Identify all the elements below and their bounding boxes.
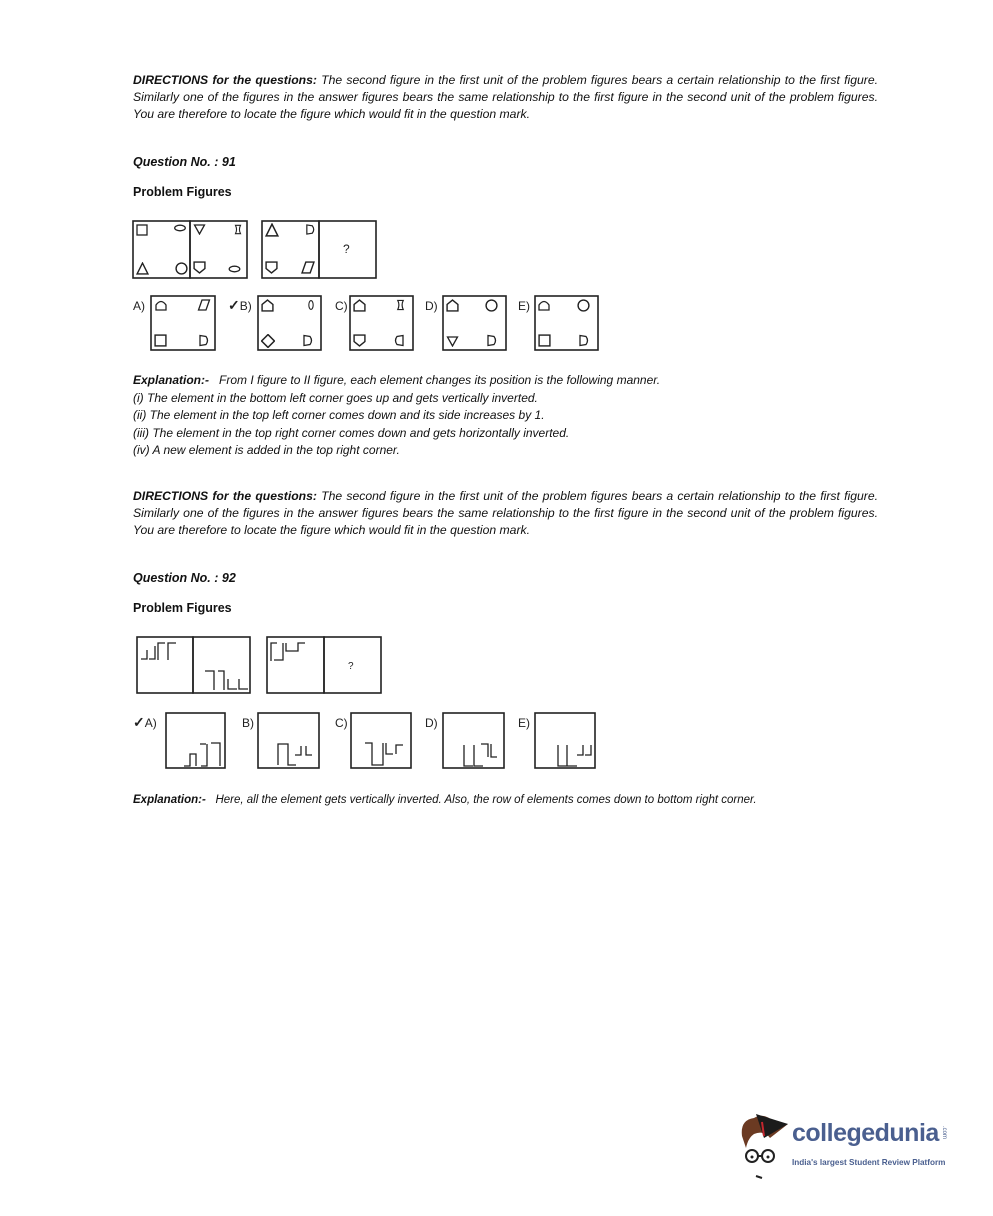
option-label: E) <box>518 716 530 730</box>
explanation-line: (iv) A new element is added in the top right corner. <box>133 443 400 457</box>
explanation-label: Explanation:- <box>133 373 210 387</box>
q92-problem-unit-1 <box>137 637 250 693</box>
logo-brand: collegedunia <box>792 1119 939 1147</box>
explanation-line: (i) The element in the bottom left corner goes up and gets vertically inverted. <box>133 390 538 405</box>
q91-problem-figures-heading: Problem Figures <box>133 185 232 199</box>
option-label: D) <box>425 716 438 730</box>
q92-option-b[interactable] <box>242 713 319 768</box>
q92-number: Question No. : 92 <box>133 571 236 585</box>
option-label: E) <box>518 299 530 313</box>
explanation-label: Explanation:- <box>133 794 206 806</box>
q92-option-d[interactable] <box>425 713 504 768</box>
mascot-icon <box>734 1108 792 1183</box>
correct-check-icon: ✓ <box>228 297 240 313</box>
question-mark: ? <box>343 242 350 256</box>
logo-tagline: India's largest Student Review Platform <box>792 1158 946 1167</box>
explanation-text: Here, all the element gets vertically inverted. Also, the row of elements comes down to bottom right corner. <box>215 794 757 806</box>
directions-label: DIRECTIONS for the questions: <box>133 489 317 503</box>
q92-option-c[interactable] <box>335 713 411 768</box>
q91-option-b[interactable] <box>228 296 321 350</box>
q92-option-e[interactable] <box>518 713 595 768</box>
q92-option-a[interactable] <box>133 713 225 768</box>
explanation-line: From I figure to II figure, each element changes its position is the following manner. <box>219 373 661 387</box>
option-label-with-check <box>133 714 157 730</box>
option-label-with-check <box>228 297 252 313</box>
correct-check-icon: ✓ <box>133 714 145 730</box>
option-label: D) <box>425 299 438 313</box>
q91-option-e[interactable] <box>518 296 598 350</box>
option-label: B) <box>239 299 252 313</box>
q92-problem-unit-2 <box>267 637 381 693</box>
q91-number: Question No. : 91 <box>133 155 236 169</box>
option-label: A) <box>144 716 157 730</box>
q91-problem-unit-1 <box>133 221 247 278</box>
q91-problem-unit-2 <box>262 221 376 278</box>
option-label: A) <box>133 299 145 313</box>
option-label: B) <box>242 716 254 730</box>
logo-wordmark <box>792 1118 947 1148</box>
q91-option-d[interactable] <box>425 296 506 350</box>
directions-label: DIRECTIONS for the questions: <box>133 73 317 87</box>
collegedunia-logo <box>734 1108 970 1183</box>
option-label: C) <box>335 716 348 730</box>
explanation-line: (ii) The element in the top left corner comes down and its side increases by 1. <box>133 408 545 422</box>
q91-option-c[interactable] <box>335 296 413 350</box>
q92-problem-figures-heading: Problem Figures <box>133 601 232 615</box>
q91-option-a[interactable] <box>133 296 215 350</box>
explanation-line: (iii) The element in the top right corner comes down and gets horizontally inverted. <box>133 425 570 440</box>
logo-suffix: .com <box>940 1126 947 1140</box>
option-label: C) <box>335 299 348 313</box>
question-mark: ? <box>348 661 354 672</box>
directions-text: The second figure in the first unit of the problem figures bears a certain relationship to the first figure. Similarly one of the figures in the answer figures bears the same relationship to the first figure in the second unit of the problem figures. You are therefore to locate the figure which would fit in the question mark. <box>133 73 878 121</box>
directions-text: The second figure in the first unit of the problem figures bears a certain relationship to the first figure. Similarly one of the figures in the answer figures bears the same relationship to the first figure in the second unit of the problem figures. You are therefore to locate the figure which would fit in the question mark. <box>133 489 878 537</box>
